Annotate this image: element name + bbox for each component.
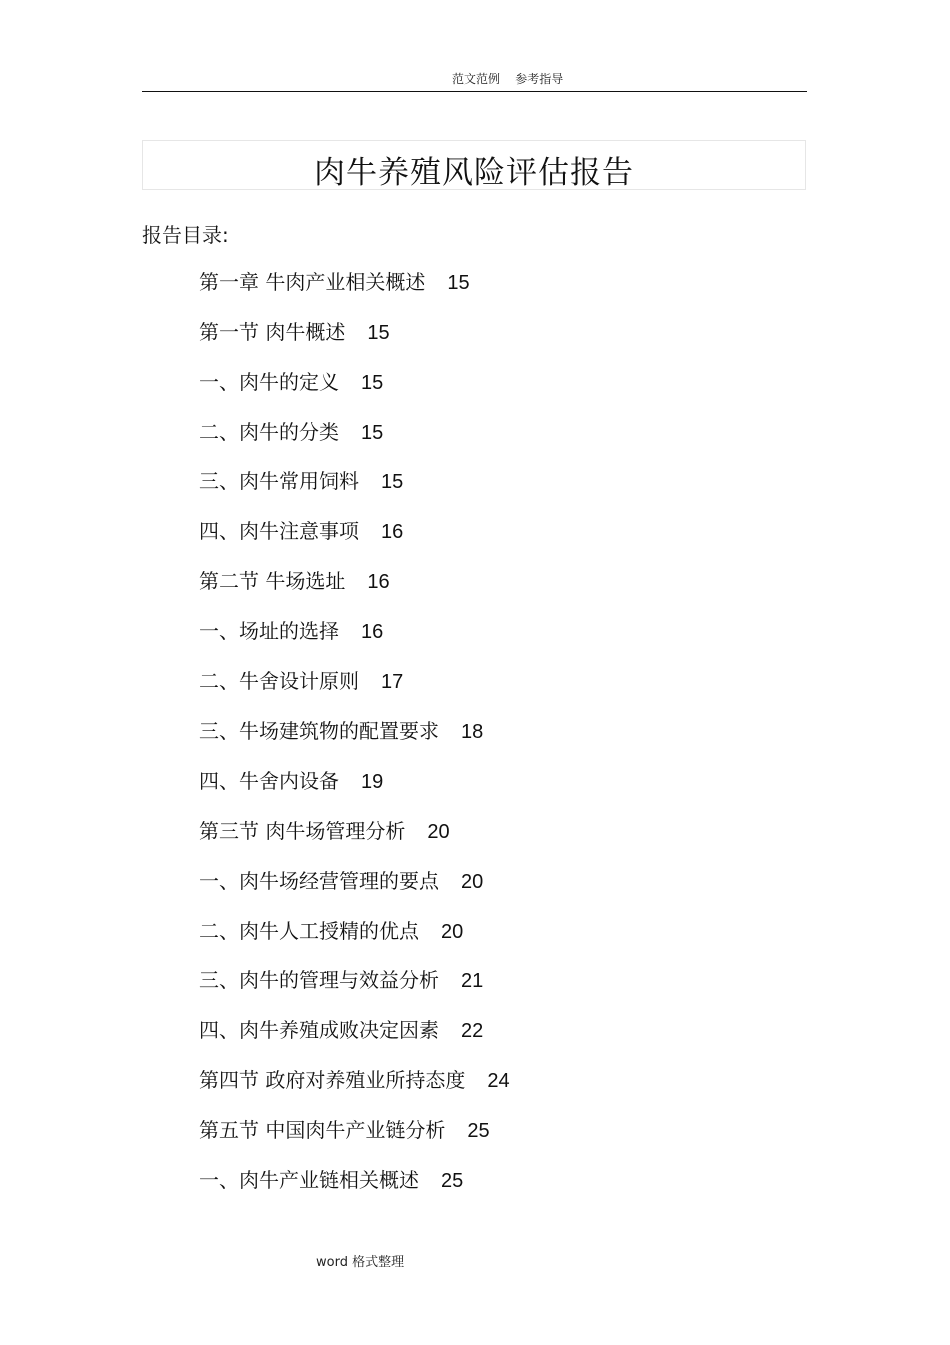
toc-entry [199,818,450,845]
toc-entry-page: 18 [461,721,484,743]
toc-entry-title: 四、肉牛注意事项 [199,519,359,543]
toc-entry-page: 19 [361,771,384,793]
toc-entry-title: 第二节 牛场选址 [199,569,346,593]
toc-entry-page: 24 [487,1070,510,1092]
toc-heading: 报告目录: [142,223,229,247]
toc-entry-page: 16 [361,621,384,643]
toc-entry-title: 二、肉牛的分类 [199,420,339,444]
toc-entry-page: 17 [381,671,404,693]
toc-entry-title: 二、肉牛人工授精的优点 [199,919,419,943]
toc-entry-title: 第一章 牛肉产业相关概述 [199,270,426,294]
toc-entry-title: 一、场址的选择 [199,619,339,643]
document-title: 肉牛养殖风险评估报告 [314,155,634,191]
toc-entry-page: 21 [461,970,484,992]
toc-entry [199,618,383,645]
toc-entry-page: 15 [361,372,384,394]
toc-entry-title: 四、肉牛养殖成败决定因素 [199,1018,439,1042]
toc-entry [199,369,383,396]
toc-entry-title: 第五节 中国肉牛产业链分析 [199,1118,446,1142]
toc-entry-title: 二、牛舍设计原则 [199,669,359,693]
toc-entry-title: 四、牛舍内设备 [199,769,339,793]
toc-entry-title: 三、肉牛常用饲料 [199,469,359,493]
toc-entry [199,718,483,745]
toc-entry [199,468,403,495]
toc-entry-title: 三、牛场建筑物的配置要求 [199,719,439,743]
toc-entry-page: 16 [381,521,404,543]
toc-entry-page: 25 [441,1170,464,1192]
toc-entry [199,768,383,795]
toc-entry [199,1167,463,1194]
toc-entry-page: 15 [447,272,470,294]
toc-entry-title: 一、肉牛场经营管理的要点 [199,869,439,893]
toc-entry [199,668,403,695]
toc-entry [199,1117,490,1144]
toc-entry-page: 15 [381,471,404,493]
toc-entry-title: 三、肉牛的管理与效益分析 [199,968,439,992]
header-divider [142,91,807,92]
toc-entry [199,1017,483,1044]
toc-entry-title: 第四节 政府对养殖业所持态度 [199,1068,466,1092]
toc-entry [199,918,463,945]
toc-entry-page: 15 [361,422,384,444]
toc-entry [199,319,390,346]
toc-entry-page: 16 [367,571,390,593]
toc-entry-page: 25 [467,1120,490,1142]
toc-entry-page: 20 [441,921,464,943]
page-header: 范文范例 参考指导 [452,72,564,86]
toc-entry-title: 第一节 肉牛概述 [199,320,346,344]
toc-entry [199,518,403,545]
page-footer: word 格式整理 [316,1255,405,1270]
toc-entry [199,568,390,595]
toc-entry [199,868,483,895]
toc-entry-title: 一、肉牛的定义 [199,370,339,394]
toc-entry-title: 第三节 肉牛场管理分析 [199,819,406,843]
toc-entry-page: 20 [461,871,484,893]
toc-entry-page: 22 [461,1020,484,1042]
toc-entry [199,269,470,296]
toc-entry-page: 15 [367,322,390,344]
toc-entry-page: 20 [427,821,450,843]
toc-entry [199,967,483,994]
toc-entry-title: 一、肉牛产业链相关概述 [199,1168,419,1192]
toc-entry [199,1067,510,1094]
toc-entry [199,419,383,446]
